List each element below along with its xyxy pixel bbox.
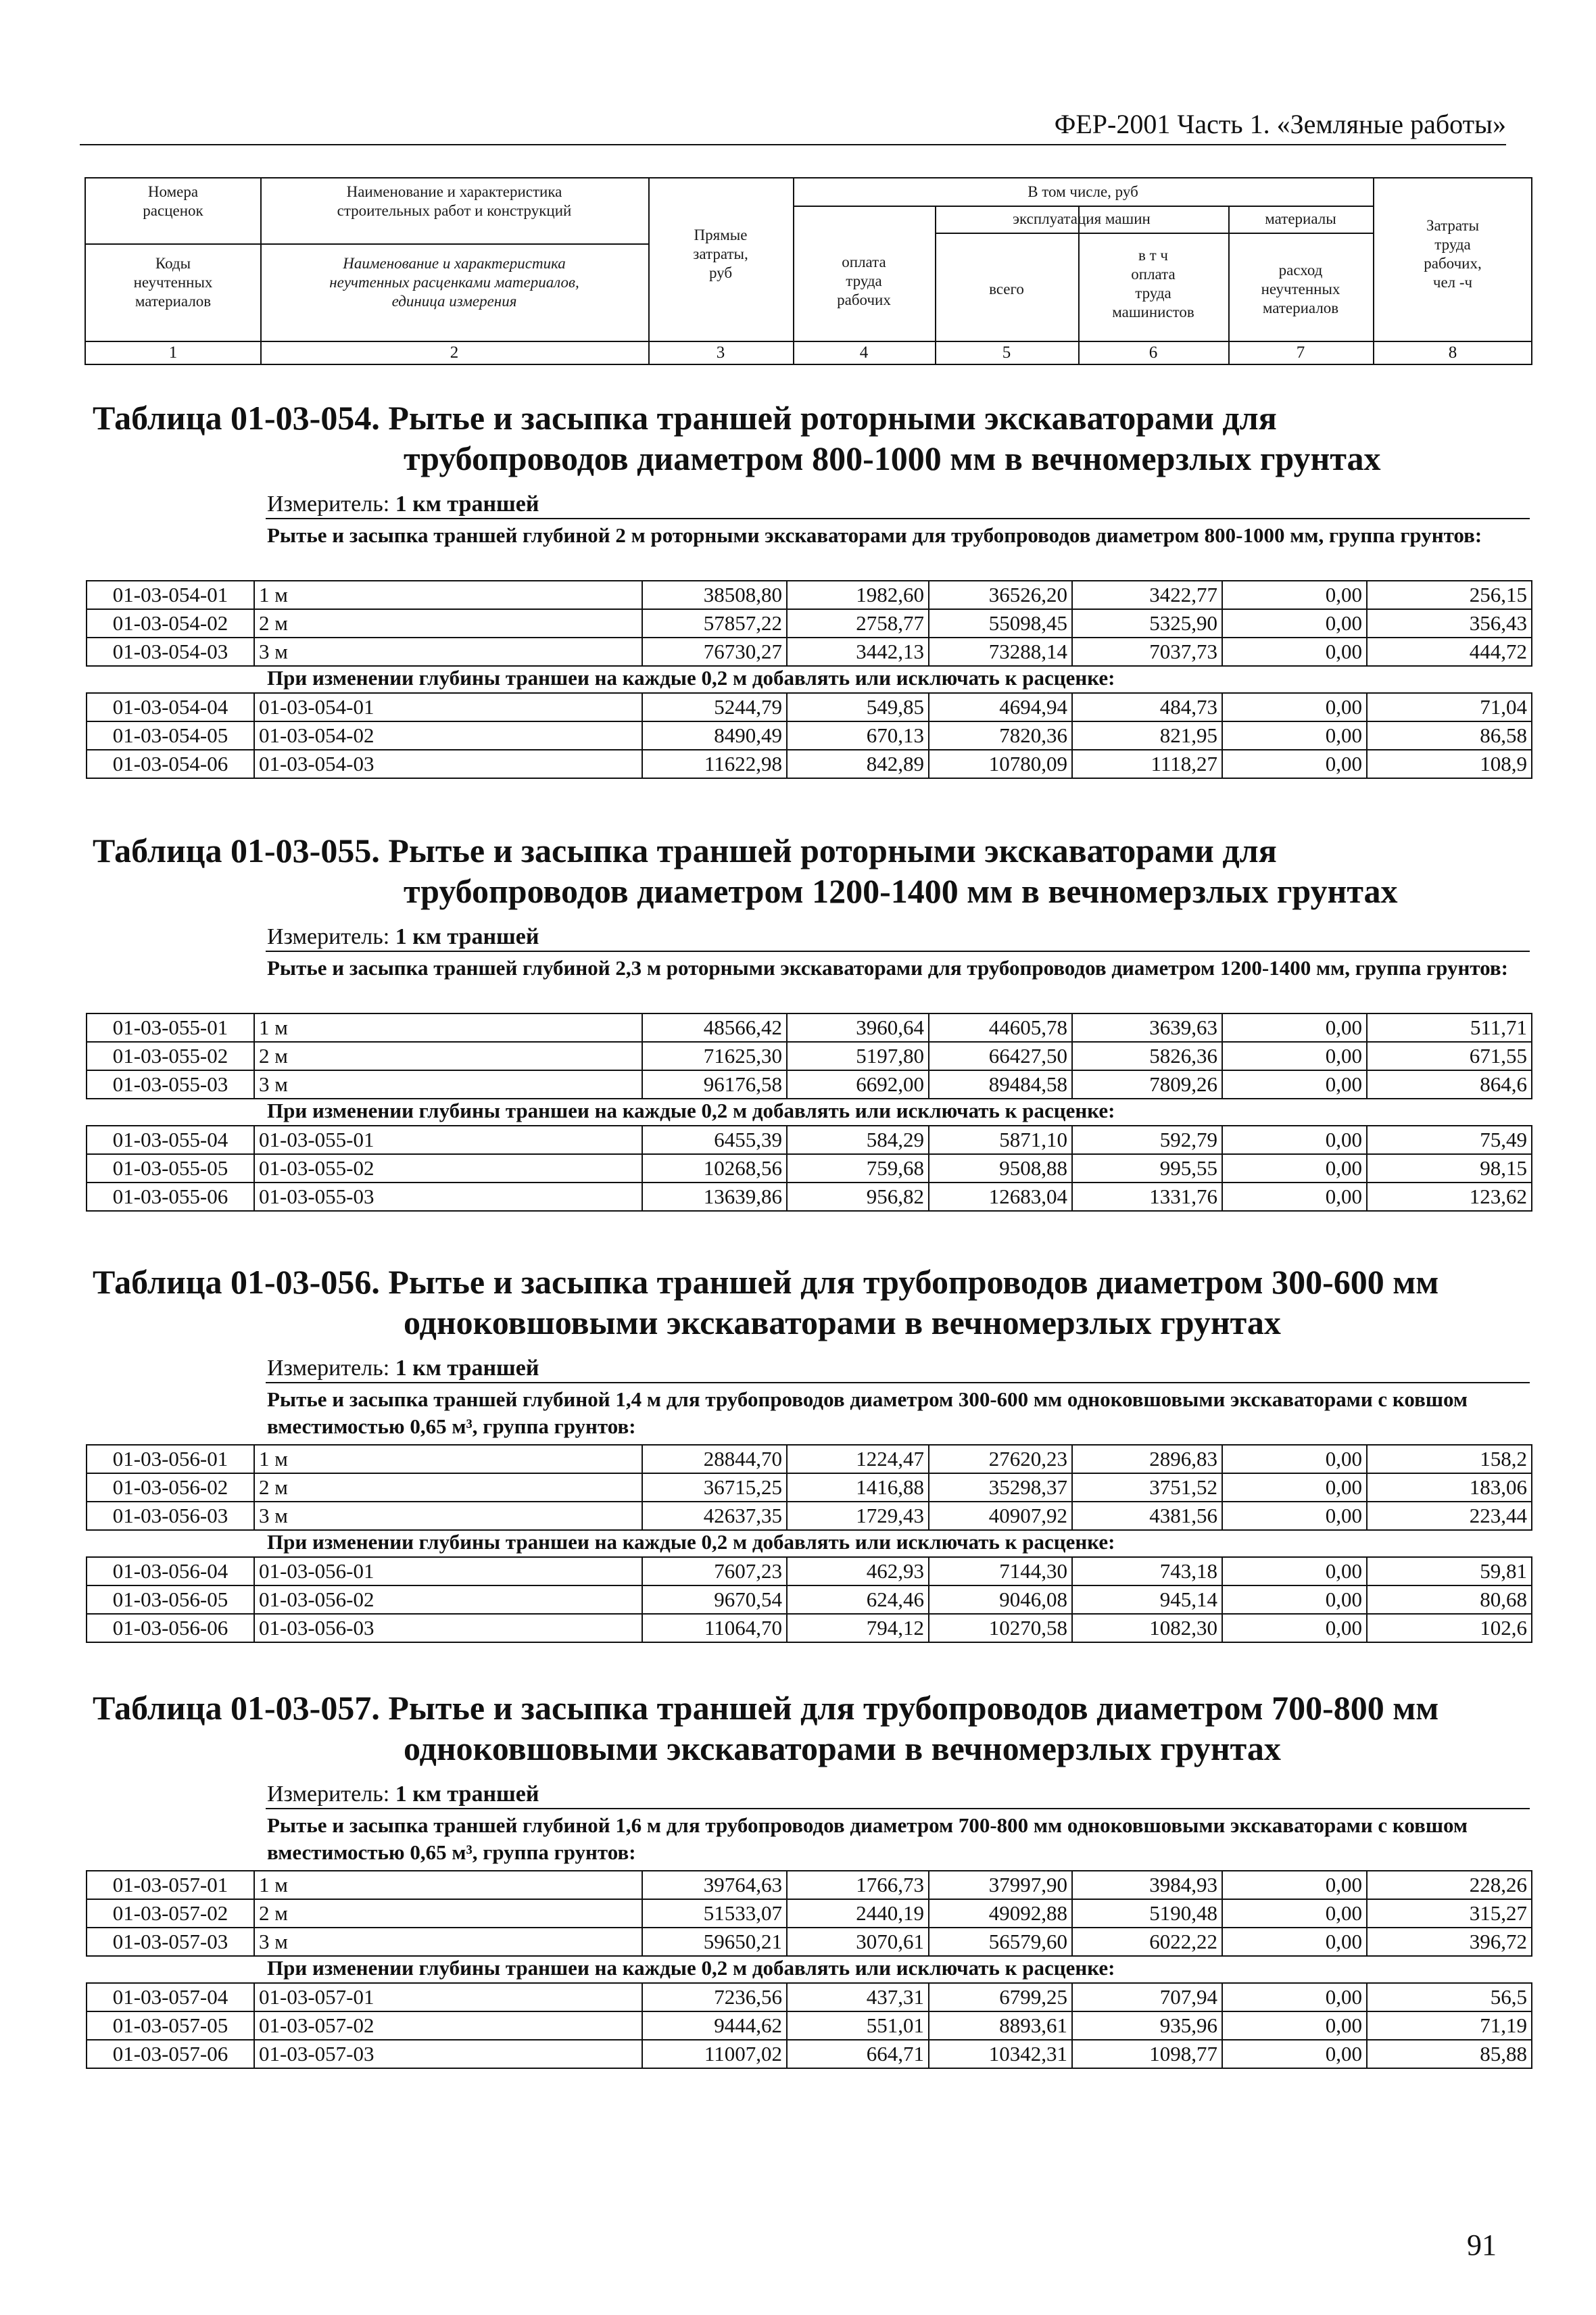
table-title-line1: Таблица 01-03-054. Рытье и засыпка траншей роторными экскаваторами для	[93, 399, 1277, 437]
work-name-cell: 3 м	[254, 1928, 642, 1956]
value-cell: 36715,25	[642, 1473, 787, 1502]
column-number-row	[84, 342, 1532, 365]
rate-code-cell: 01-03-057-01	[87, 1871, 254, 1899]
value-cell: 0,00	[1222, 693, 1367, 721]
rates-table	[86, 1444, 1532, 1531]
measure-value: 1 км траншей	[395, 1782, 539, 1807]
value-cell: 484,73	[1072, 693, 1222, 721]
value-cell: 1766,73	[787, 1871, 929, 1899]
value-cell: 0,00	[1222, 750, 1367, 778]
table-title-line2: трубопроводов диаметром 1200-1400 мм в вечномерзлых грунтах	[404, 872, 1398, 910]
col-divider-h	[793, 206, 1373, 207]
value-cell: 821,95	[1072, 721, 1222, 750]
table-row	[87, 1183, 1532, 1211]
value-cell: 108,9	[1367, 750, 1532, 778]
rate-code-cell: 01-03-057-05	[87, 2011, 254, 2040]
modifier-title: При изменении глубины траншеи на каждые 0,2 м добавлять или исключать к расценке:	[267, 666, 1115, 690]
work-name-cell: 3 м	[254, 638, 642, 666]
value-cell: 44605,78	[929, 1013, 1072, 1042]
rate-code-cell: 01-03-055-02	[87, 1042, 254, 1070]
table-subtitle: Рытье и засыпка траншей глубиной 2 м роторными экскаваторами для трубопроводов диаметром 800-1000 мм, группа грунтов:	[267, 523, 1482, 547]
value-cell: 0,00	[1222, 1871, 1367, 1899]
running-header: ФЕР-2001 Часть 1. «Земляные работы»	[1054, 109, 1506, 139]
table-title-line1: Таблица 01-03-056. Рытье и засыпка траншей для трубопроводов диаметром 300-600 мм	[93, 1263, 1439, 1301]
rate-code-cell: 01-03-056-05	[87, 1585, 254, 1614]
value-cell: 3442,13	[787, 638, 929, 666]
table-row	[87, 638, 1532, 666]
rate-code-cell: 01-03-055-03	[87, 1070, 254, 1099]
value-cell: 10268,56	[642, 1154, 787, 1183]
value-cell: 0,00	[1222, 1928, 1367, 1956]
value-cell: 10270,58	[929, 1614, 1072, 1642]
work-name-cell: 1 м	[254, 1871, 642, 1899]
value-cell: 0,00	[1222, 1899, 1367, 1928]
value-cell: 5871,10	[929, 1126, 1072, 1154]
value-cell: 396,72	[1367, 1928, 1532, 1956]
measure-unit	[267, 1781, 539, 1808]
header-rule	[80, 144, 1506, 145]
rate-code-cell: 01-03-054-03	[87, 638, 254, 666]
header-rate-numbers: Номера расценок	[143, 183, 203, 219]
value-cell: 356,43	[1367, 609, 1532, 638]
header-work-name: Наименование и характеристика строительных работ и конструкций	[337, 183, 572, 219]
table-row	[87, 1614, 1532, 1642]
work-name-cell: 01-03-056-03	[254, 1614, 642, 1642]
modifier-table	[86, 1982, 1532, 2069]
table-row	[87, 1154, 1532, 1183]
value-cell: 664,71	[787, 2040, 929, 2068]
value-cell: 0,00	[1222, 1183, 1367, 1211]
table-title-line1: Таблица 01-03-057. Рытье и засыпка траншей для трубопроводов диаметром 700-800 мм	[93, 1689, 1439, 1727]
rate-code-cell: 01-03-056-06	[87, 1614, 254, 1642]
value-cell: 40907,92	[929, 1502, 1072, 1530]
value-cell: 39764,63	[642, 1871, 787, 1899]
rates-table	[86, 1870, 1532, 1957]
value-cell: 48566,42	[642, 1013, 787, 1042]
table-row	[87, 1983, 1532, 2011]
table-row	[87, 1928, 1532, 1956]
value-cell: 183,06	[1367, 1473, 1532, 1502]
value-cell: 80,68	[1367, 1585, 1532, 1614]
rate-code-cell: 01-03-054-06	[87, 750, 254, 778]
value-cell: 0,00	[1222, 2011, 1367, 2040]
value-cell: 0,00	[1222, 1154, 1367, 1183]
value-cell: 1098,77	[1072, 2040, 1222, 2068]
value-cell: 0,00	[1222, 1042, 1367, 1070]
value-cell: 36526,20	[929, 581, 1072, 609]
modifier-table	[86, 1556, 1532, 1643]
rates-table	[86, 580, 1532, 667]
measure-value: 1 км траншей	[395, 1356, 539, 1381]
value-cell: 7236,56	[642, 1983, 787, 2011]
column-number: 4	[859, 343, 869, 362]
value-cell: 3422,77	[1072, 581, 1222, 609]
value-cell: 624,46	[787, 1585, 929, 1614]
value-cell: 0,00	[1222, 1473, 1367, 1502]
table-row	[87, 1502, 1532, 1530]
value-cell: 0,00	[1222, 1126, 1367, 1154]
rate-code-cell: 01-03-056-04	[87, 1557, 254, 1585]
value-cell: 864,6	[1367, 1070, 1532, 1099]
table-title	[93, 1688, 1512, 1769]
table-title	[93, 830, 1512, 911]
value-cell: 73288,14	[929, 638, 1072, 666]
work-name-cell: 2 м	[254, 1899, 642, 1928]
value-cell: 5325,90	[1072, 609, 1222, 638]
value-cell: 935,96	[1072, 2011, 1222, 2040]
header-labor-pay: оплата труда рабочих	[837, 254, 891, 308]
value-cell: 0,00	[1222, 2040, 1367, 2068]
measure-unit	[267, 491, 539, 518]
table-title-line1: Таблица 01-03-055. Рытье и засыпка траншей роторными экскаваторами для	[93, 832, 1277, 869]
measure-label: Измеритель:	[267, 1782, 390, 1807]
value-cell: 4381,56	[1072, 1502, 1222, 1530]
col-divider-h	[86, 243, 648, 245]
rate-code-cell: 01-03-054-02	[87, 609, 254, 638]
work-name-cell: 1 м	[254, 1013, 642, 1042]
column-number: 8	[1448, 343, 1457, 362]
header-machine-total: всего	[989, 281, 1024, 297]
value-cell: 56,5	[1367, 1983, 1532, 2011]
value-cell: 315,27	[1367, 1899, 1532, 1928]
value-cell: 3751,52	[1072, 1473, 1222, 1502]
value-cell: 2758,77	[787, 609, 929, 638]
column-number: 5	[1002, 343, 1011, 362]
column-number: 6	[1148, 343, 1158, 362]
work-name-cell: 2 м	[254, 1042, 642, 1070]
work-name-cell: 01-03-054-01	[254, 693, 642, 721]
value-cell: 7144,30	[929, 1557, 1072, 1585]
value-cell: 0,00	[1222, 1614, 1367, 1642]
value-cell: 56579,60	[929, 1928, 1072, 1956]
table-title-line2: трубопроводов диаметром 800-1000 мм в вечномерзлых грунтах	[404, 439, 1381, 477]
value-cell: 0,00	[1222, 1557, 1367, 1585]
work-name-cell: 2 м	[254, 609, 642, 638]
modifier-title: При изменении глубины траншеи на каждые 0,2 м добавлять или исключать к расценке:	[267, 1530, 1115, 1554]
table-row	[87, 721, 1532, 750]
rate-code-cell: 01-03-054-04	[87, 693, 254, 721]
rate-code-cell: 01-03-056-01	[87, 1445, 254, 1473]
value-cell: 0,00	[1222, 721, 1367, 750]
value-cell: 0,00	[1222, 1070, 1367, 1099]
value-cell: 12683,04	[929, 1183, 1072, 1211]
value-cell: 743,18	[1072, 1557, 1222, 1585]
value-cell: 671,55	[1367, 1042, 1532, 1070]
rate-code-cell: 01-03-056-03	[87, 1502, 254, 1530]
value-cell: 6799,25	[929, 1983, 1072, 2011]
value-cell: 956,82	[787, 1183, 929, 1211]
work-name-cell: 01-03-054-03	[254, 750, 642, 778]
value-cell: 945,14	[1072, 1585, 1222, 1614]
value-cell: 98,15	[1367, 1154, 1532, 1183]
value-cell: 57857,22	[642, 609, 787, 638]
rate-code-cell: 01-03-057-02	[87, 1899, 254, 1928]
value-cell: 158,2	[1367, 1445, 1532, 1473]
table-subtitle: Рытье и засыпка траншей глубиной 2,3 м роторными экскаваторами для трубопроводов диаметром 1200-1400 мм, группа грунтов:	[267, 956, 1508, 980]
value-cell: 75,49	[1367, 1126, 1532, 1154]
value-cell: 28844,70	[642, 1445, 787, 1473]
value-cell: 9670,54	[642, 1585, 787, 1614]
col-divider-h	[935, 233, 1373, 234]
rate-code-cell: 01-03-055-05	[87, 1154, 254, 1183]
rate-code-cell: 01-03-056-02	[87, 1473, 254, 1502]
table-title-line2: одноковшовыми экскаваторами в вечномерзлых грунтах	[404, 1304, 1281, 1341]
value-cell: 123,62	[1367, 1183, 1532, 1211]
rates-table	[86, 1013, 1532, 1099]
work-name-cell: 2 м	[254, 1473, 642, 1502]
work-name-cell: 01-03-056-02	[254, 1585, 642, 1614]
value-cell: 85,88	[1367, 2040, 1532, 2068]
table-row	[87, 693, 1532, 721]
value-cell: 9508,88	[929, 1154, 1072, 1183]
value-cell: 37997,90	[929, 1871, 1072, 1899]
value-cell: 794,12	[787, 1614, 929, 1642]
value-cell: 437,31	[787, 1983, 929, 2011]
value-cell: 707,94	[1072, 1983, 1222, 2011]
measure-rule	[266, 1382, 1530, 1383]
column-number: 7	[1296, 343, 1305, 362]
value-cell: 0,00	[1222, 1502, 1367, 1530]
value-cell: 1416,88	[787, 1473, 929, 1502]
value-cell: 10780,09	[929, 750, 1072, 778]
value-cell: 49092,88	[929, 1899, 1072, 1928]
value-cell: 842,89	[787, 750, 929, 778]
value-cell: 223,44	[1367, 1502, 1532, 1530]
rate-code-cell: 01-03-057-06	[87, 2040, 254, 2068]
value-cell: 995,55	[1072, 1154, 1222, 1183]
measure-value: 1 км траншей	[395, 924, 539, 949]
value-cell: 0,00	[1222, 1013, 1367, 1042]
header-direct-costs: Прямые затраты, руб	[693, 226, 748, 281]
value-cell: 3070,61	[787, 1928, 929, 1956]
value-cell: 9046,08	[929, 1585, 1072, 1614]
value-cell: 592,79	[1072, 1126, 1222, 1154]
table-row	[87, 1445, 1532, 1473]
work-name-cell: 3 м	[254, 1502, 642, 1530]
measure-rule	[266, 1808, 1530, 1809]
value-cell: 0,00	[1222, 1983, 1367, 2011]
value-cell: 5190,48	[1072, 1899, 1222, 1928]
work-name-cell: 01-03-055-01	[254, 1126, 642, 1154]
value-cell: 59650,21	[642, 1928, 787, 1956]
modifier-title: При изменении глубины траншеи на каждые 0,2 м добавлять или исключать к расценке:	[267, 1099, 1115, 1122]
value-cell: 89484,58	[929, 1070, 1072, 1099]
rate-code-cell: 01-03-055-04	[87, 1126, 254, 1154]
work-name-cell: 01-03-057-02	[254, 2011, 642, 2040]
value-cell: 9444,62	[642, 2011, 787, 2040]
value-cell: 2896,83	[1072, 1445, 1222, 1473]
column-number: 2	[450, 343, 459, 362]
table-row	[87, 1013, 1532, 1042]
table-row	[87, 1126, 1532, 1154]
value-cell: 228,26	[1367, 1871, 1532, 1899]
rate-code-cell: 01-03-054-05	[87, 721, 254, 750]
value-cell: 1118,27	[1072, 750, 1222, 778]
work-name-cell: 1 м	[254, 581, 642, 609]
table-row	[87, 1585, 1532, 1614]
work-name-cell: 01-03-057-01	[254, 1983, 642, 2011]
value-cell: 51533,07	[642, 1899, 787, 1928]
value-cell: 5826,36	[1072, 1042, 1222, 1070]
rate-code-cell: 01-03-055-06	[87, 1183, 254, 1211]
table-row	[87, 1070, 1532, 1099]
value-cell: 5197,80	[787, 1042, 929, 1070]
value-cell: 5244,79	[642, 693, 787, 721]
value-cell: 71,04	[1367, 693, 1532, 721]
value-cell: 86,58	[1367, 721, 1532, 750]
value-cell: 462,93	[787, 1557, 929, 1585]
value-cell: 1982,60	[787, 581, 929, 609]
value-cell: 8490,49	[642, 721, 787, 750]
value-cell: 1224,47	[787, 1445, 929, 1473]
table-row	[87, 2040, 1532, 2068]
modifier-title: При изменении глубины траншеи на каждые 0,2 м добавлять или исключать к расценке:	[267, 1956, 1115, 1980]
table-title	[93, 1262, 1512, 1343]
table-subtitle: Рытье и засыпка траншей глубиной 1,6 м для трубопроводов диаметром 700-800 мм одноковшовыми экскаваторами с ковшом вместимостью 0,65 м³, группа грунтов:	[267, 1813, 1468, 1864]
value-cell: 7809,26	[1072, 1070, 1222, 1099]
value-cell: 6022,22	[1072, 1928, 1222, 1956]
value-cell: 3639,63	[1072, 1013, 1222, 1042]
table-row	[87, 1899, 1532, 1928]
header-including: В том числе, руб	[1027, 183, 1138, 200]
value-cell: 2440,19	[787, 1899, 929, 1928]
value-cell: 7037,73	[1072, 638, 1222, 666]
table-subtitle: Рытье и засыпка траншей глубиной 1,4 м для трубопроводов диаметром 300-600 мм одноковшовыми экскаваторами с ковшом вместимостью 0,65 м³, группа грунтов:	[267, 1387, 1468, 1438]
value-cell: 7607,23	[642, 1557, 787, 1585]
column-number: 1	[168, 343, 178, 362]
value-cell: 10342,31	[929, 2040, 1072, 2068]
work-name-cell: 01-03-055-02	[254, 1154, 642, 1183]
value-cell: 59,81	[1367, 1557, 1532, 1585]
table-row	[87, 609, 1532, 638]
value-cell: 11622,98	[642, 750, 787, 778]
value-cell: 4694,94	[929, 693, 1072, 721]
modifier-table	[86, 1125, 1532, 1212]
rate-code-cell: 01-03-057-04	[87, 1983, 254, 2011]
value-cell: 7820,36	[929, 721, 1072, 750]
header-material-name: Наименование и характеристика неучтенных расценками материалов, единица измерения	[329, 255, 579, 310]
page-number: 91	[1467, 2228, 1497, 2262]
value-cell: 444,72	[1367, 638, 1532, 666]
header-material-codes: Коды неучтенных материалов	[133, 255, 213, 310]
modifier-table	[86, 692, 1532, 779]
value-cell: 1082,30	[1072, 1614, 1222, 1642]
value-cell: 3960,64	[787, 1013, 929, 1042]
value-cell: 8893,61	[929, 2011, 1072, 2040]
value-cell: 6455,39	[642, 1126, 787, 1154]
measure-value: 1 км траншей	[395, 492, 539, 517]
table-row	[87, 2011, 1532, 2040]
value-cell: 0,00	[1222, 1585, 1367, 1614]
header-labor-hours: Затраты труда рабочих, чел -ч	[1424, 217, 1482, 291]
table-row	[87, 1473, 1532, 1502]
value-cell: 11007,02	[642, 2040, 787, 2068]
measure-label: Измеритель:	[267, 492, 390, 517]
column-number: 3	[716, 343, 725, 362]
value-cell: 6692,00	[787, 1070, 929, 1099]
header-machine-operation: эксплуатация машин	[1013, 210, 1151, 227]
rate-code-cell: 01-03-055-01	[87, 1013, 254, 1042]
table-row	[87, 750, 1532, 778]
value-cell: 0,00	[1222, 1445, 1367, 1473]
value-cell: 71625,30	[642, 1042, 787, 1070]
table-title-line2: одноковшовыми экскаваторами в вечномерзлых грунтах	[404, 1729, 1281, 1767]
value-cell: 670,13	[787, 721, 929, 750]
measure-label: Измеритель:	[267, 924, 390, 949]
table-row	[87, 1042, 1532, 1070]
value-cell: 551,01	[787, 2011, 929, 2040]
value-cell: 27620,23	[929, 1445, 1072, 1473]
value-cell: 1729,43	[787, 1502, 929, 1530]
value-cell: 76730,27	[642, 638, 787, 666]
value-cell: 256,15	[1367, 581, 1532, 609]
measure-rule	[266, 951, 1530, 952]
measure-label: Измеритель:	[267, 1356, 390, 1381]
value-cell: 71,19	[1367, 2011, 1532, 2040]
header-unaccounted-materials: расход неучтенных материалов	[1261, 262, 1340, 316]
value-cell: 759,68	[787, 1154, 929, 1183]
value-cell: 102,6	[1367, 1614, 1532, 1642]
value-cell: 38508,80	[642, 581, 787, 609]
measure-unit	[267, 1355, 539, 1382]
value-cell: 0,00	[1222, 609, 1367, 638]
work-name-cell: 01-03-056-01	[254, 1557, 642, 1585]
value-cell: 35298,37	[929, 1473, 1072, 1502]
value-cell: 96176,58	[642, 1070, 787, 1099]
header-materials: материалы	[1265, 210, 1336, 227]
value-cell: 1331,76	[1072, 1183, 1222, 1211]
table-row	[87, 1871, 1532, 1899]
value-cell: 0,00	[1222, 581, 1367, 609]
column-header	[84, 177, 1532, 342]
table-row	[87, 581, 1532, 609]
value-cell: 66427,50	[929, 1042, 1072, 1070]
rate-code-cell: 01-03-054-01	[87, 581, 254, 609]
header-machinist-pay: в т ч оплата труда машинистов	[1112, 247, 1194, 320]
value-cell: 0,00	[1222, 638, 1367, 666]
work-name-cell: 3 м	[254, 1070, 642, 1099]
work-name-cell: 01-03-054-02	[254, 721, 642, 750]
value-cell: 3984,93	[1072, 1871, 1222, 1899]
measure-rule	[266, 518, 1530, 519]
table-title	[93, 398, 1512, 479]
value-cell: 11064,70	[642, 1614, 787, 1642]
value-cell: 549,85	[787, 693, 929, 721]
work-name-cell: 01-03-055-03	[254, 1183, 642, 1211]
work-name-cell: 1 м	[254, 1445, 642, 1473]
work-name-cell: 01-03-057-03	[254, 2040, 642, 2068]
value-cell: 584,29	[787, 1126, 929, 1154]
measure-unit	[267, 924, 539, 951]
value-cell: 42637,35	[642, 1502, 787, 1530]
value-cell: 55098,45	[929, 609, 1072, 638]
value-cell: 511,71	[1367, 1013, 1532, 1042]
table-row	[87, 1557, 1532, 1585]
value-cell: 13639,86	[642, 1183, 787, 1211]
rate-code-cell: 01-03-057-03	[87, 1928, 254, 1956]
